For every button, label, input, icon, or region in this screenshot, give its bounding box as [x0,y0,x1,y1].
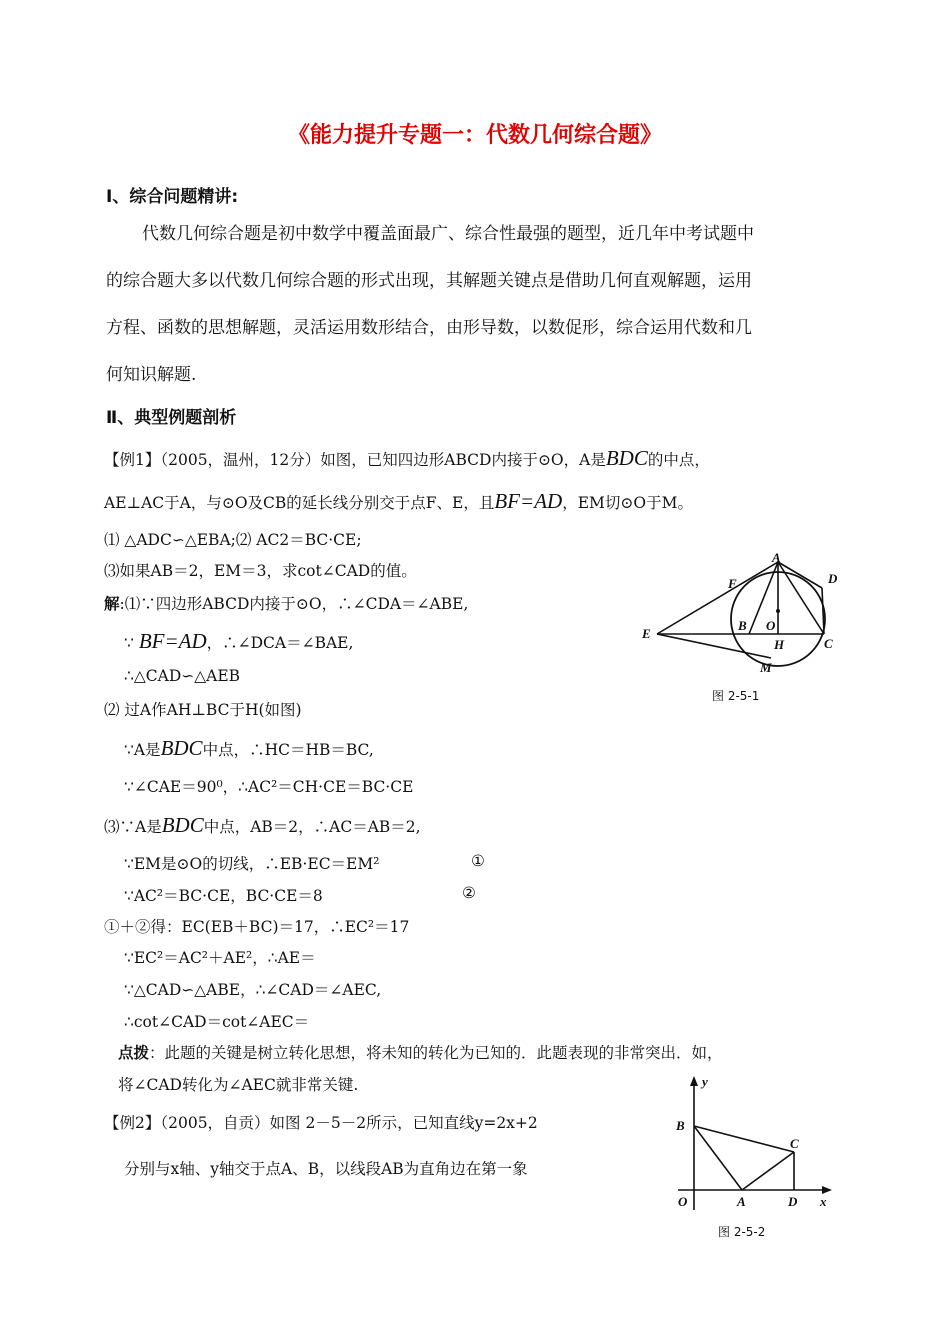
label-b: B [738,618,747,633]
solution-line [104,592,468,614]
arc-equals: = [164,629,179,653]
tangent-em [657,634,771,658]
example1-line2 [104,489,693,514]
label-x: x [820,1194,827,1209]
solution-line: ∵AC²＝BC·CE，BC·CE＝8 [124,887,323,905]
solution-line [124,629,353,654]
figure-2-5-2 [660,1074,850,1264]
label-a: A [737,1194,746,1209]
solution-text: 中点，∴HC＝HB＝BC, [202,741,374,759]
segment-bc [694,1126,794,1152]
solution-text: 中点，AB＝2，∴AC＝AB＝2, [203,818,421,836]
label-h: H [774,637,785,652]
paragraph-line: 方程、函数的思想解题，灵活运用数形结合，由形导数，以数促形，综合运用代数和几 [106,318,752,338]
paragraph-line: 的综合题大多以代数几何综合题的形式出现，其解题关键点是借助几何直观解题，运用 [106,271,752,291]
example1-text: 的中点， [647,451,710,469]
arc-bf: BF [138,629,165,653]
note-line [118,1041,723,1063]
question-line: ⑶如果AB＝2，EM＝3，求cot∠CAD的值。 [104,562,417,580]
figure-caption: 图 2-5-1 [712,689,760,703]
label-o: O [678,1194,688,1209]
example1-text: 【例1】（2005，温州，12分）如图，已知四边形ABCD内接于⊙O，A是 [104,451,606,469]
question-line: ⑴ △ADC∽△EBA;⑵ AC2＝BC·CE; [104,531,362,549]
segment-ad [778,562,822,588]
solution-line: ⑵ 过A作AH⊥BC于H(如图) [104,701,302,719]
label-c: C [824,636,833,651]
label-f: F [728,576,737,591]
example2-line1: 【例2】（2005，自贡）如图 2－5－2所示，已知直线y=2x+2 [104,1114,538,1132]
section1-heading: Ⅰ、综合问题精讲: [106,187,239,207]
label-a: A [772,550,781,565]
label-c: C [790,1136,799,1151]
solution-line: ∴△CAD∽△AEB [124,667,241,685]
segment-ba [694,1126,742,1190]
arc-bdc: BDC [605,446,648,470]
segment-ac [778,562,824,634]
example2-line2: 分别与x轴、y轴交于点A、B，以线段AB为直角边在第一象 [124,1160,528,1178]
solution-label: 解 [104,595,120,613]
figure-2-5-1 [640,548,850,708]
example1-line1 [104,446,710,471]
label-m: M [760,660,772,675]
segment-ac [742,1152,794,1190]
solution-text: ∵A是 [124,741,161,759]
arc-ad: AD [178,629,207,653]
arc-bf: BF [494,489,521,513]
label-b: B [676,1118,685,1133]
note-text: ：此题的关键是树立转化思想，将未知的转化为已知的．此题表现的非常突出．如， [149,1044,723,1062]
paragraph-line: 何知识解题. [106,365,197,385]
solution-line: ∵EM是⊙O的切线，∴EB·EC＝EM² [124,855,380,873]
label-d: D [788,1194,798,1209]
figure-caption: 图 2-5-2 [718,1225,766,1239]
solution-line: ∵∠CAE＝90⁰，∴AC²＝CH·CE＝BC·CE [124,778,414,796]
solution-line: ∴cot∠CAD＝cot∠AEC＝ [124,1013,310,1031]
equation-marker: ② [462,884,476,902]
section2-heading: Ⅱ、典型例题剖析 [106,408,237,428]
segment-ea [657,562,778,634]
segment-dc [822,588,824,634]
center-point [776,609,780,613]
note-line: 将∠CAD转化为∠AEC就非常关键. [118,1076,359,1094]
solution-line: ①＋②得：EC(EB＋BC)＝17，∴EC²＝17 [104,918,410,936]
note-label: 点拨 [118,1044,150,1062]
page-title: 《能力提升专题一：代数几何综合题》 [287,123,662,148]
arc-equals: = [520,489,535,513]
arc-bdc: BDC [160,736,203,760]
arc-bdc: BDC [161,813,204,837]
label-o: O [766,618,776,633]
solution-text: ∵ [124,634,134,652]
solution-line [104,813,421,838]
solution-text: ，∴∠DCA＝∠BAE, [206,634,354,652]
solution-line [124,736,374,761]
solution-text: :⑴∵四边形ABCD内接于⊙O，∴∠CDA＝∠ABE, [119,595,469,613]
label-d: D [828,571,838,586]
arc-ad: AD [534,489,563,513]
equation-marker: ① [471,852,485,870]
example1-text: ，EM切⊙O于M。 [562,494,693,512]
y-axis-arrow [690,1076,698,1086]
solution-text: ⑶∵A是 [104,818,162,836]
x-axis-arrow [822,1186,832,1194]
paragraph-line: 代数几何综合题是初中数学中覆盖面最广、综合性最强的题型，近几年中考试题中 [142,224,754,244]
solution-line: ∵△CAD∽△ABE，∴∠CAD＝∠AEC, [124,981,382,999]
example1-text: AE⊥AC于A，与⊙O及CB的延长线分别交于点F、E，且 [104,494,495,512]
label-e: E [642,626,651,641]
label-y: y [702,1074,708,1089]
solution-line: ∵EC²＝AC²＋AE²，∴AE＝ [124,949,316,967]
